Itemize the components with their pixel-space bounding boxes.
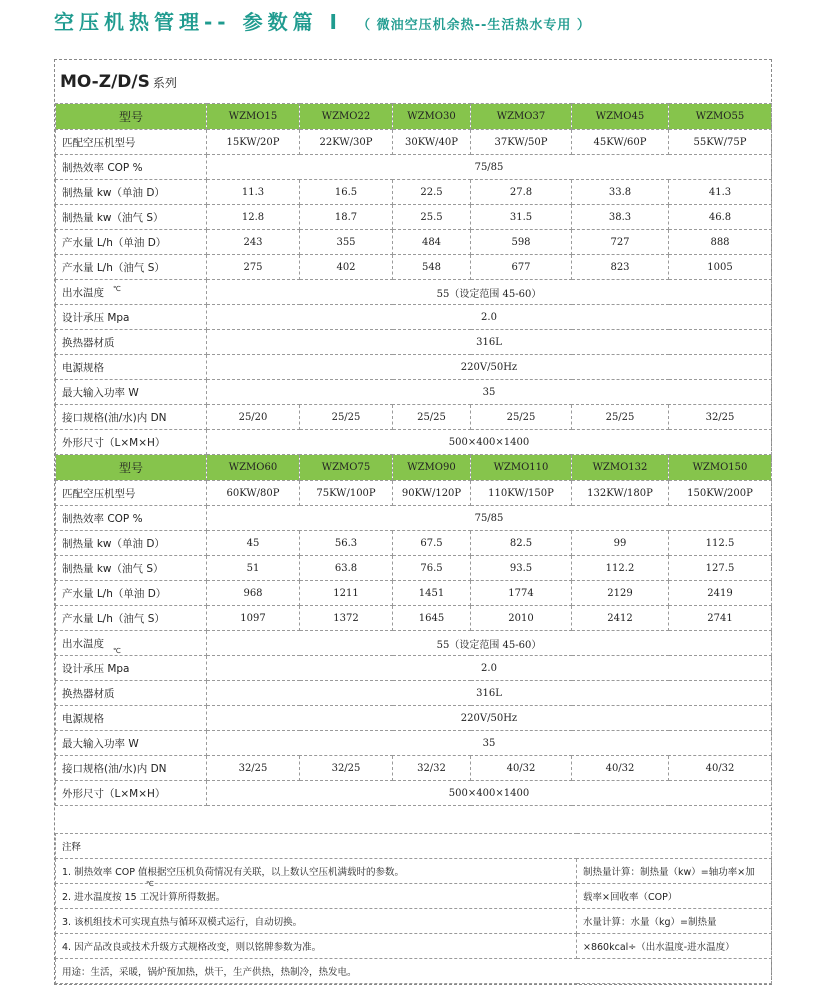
value-cell: 46.8 bbox=[669, 205, 772, 230]
usage-line: 用途：生活，采暖，锅炉预加热，烘干，生产供热，热制冷，热发电。 bbox=[56, 959, 772, 984]
row-label: 出水温度 bbox=[56, 280, 207, 305]
model-cell: WZMO15 bbox=[207, 104, 300, 130]
model-cell: WZMO150 bbox=[669, 455, 772, 481]
value-cell: 40/32 bbox=[669, 756, 772, 781]
value-cell: 132KW/180P bbox=[572, 481, 669, 506]
value-cell-merged: 55（设定范围 45-60） bbox=[207, 280, 772, 305]
formula-line-3: 水量计算：水量（kg）=制热量 bbox=[577, 909, 772, 934]
notes-heading: 注释 bbox=[56, 834, 772, 859]
value-cell-merged: 35 bbox=[207, 380, 772, 405]
value-cell: 22.5 bbox=[393, 180, 471, 205]
value-cell: 1372 bbox=[300, 606, 393, 631]
value-cell: 25/25 bbox=[300, 405, 393, 430]
model-header-row bbox=[56, 455, 772, 481]
spec-row bbox=[56, 731, 772, 756]
value-cell: 243 bbox=[207, 230, 300, 255]
celsius-mark: ℃ bbox=[113, 285, 121, 293]
spec-row bbox=[56, 405, 772, 430]
note-item-4: 4. 因产品改良或技术升级方式规格改变，则以铭牌参数为准。 bbox=[56, 934, 577, 959]
formula-line-2: 载率×回收率（COP） bbox=[577, 884, 772, 909]
page-title bbox=[54, 6, 591, 36]
value-cell: 402 bbox=[300, 255, 393, 280]
value-cell: 112.5 bbox=[669, 531, 772, 556]
value-cell-merged: 2.0 bbox=[207, 305, 772, 330]
value-cell: 31.5 bbox=[471, 205, 572, 230]
value-cell: 727 bbox=[572, 230, 669, 255]
notes-table bbox=[55, 833, 772, 984]
value-cell: 25/20 bbox=[207, 405, 300, 430]
value-cell: 30KW/40P bbox=[393, 130, 471, 155]
value-cell: 11.3 bbox=[207, 180, 300, 205]
row-label: 型号 bbox=[56, 455, 207, 481]
model-cell: WZMO132 bbox=[572, 455, 669, 481]
value-cell: 25.5 bbox=[393, 205, 471, 230]
value-cell-merged: 220V/50Hz bbox=[207, 355, 772, 380]
value-cell: 2129 bbox=[572, 581, 669, 606]
spec-row bbox=[56, 205, 772, 230]
value-cell-merged: 500×400×1400 bbox=[207, 430, 772, 455]
model-cell: WZMO55 bbox=[669, 104, 772, 130]
value-cell: 99 bbox=[572, 531, 669, 556]
value-cell: 2412 bbox=[572, 606, 669, 631]
value-cell: 150KW/200P bbox=[669, 481, 772, 506]
spec-row bbox=[56, 656, 772, 681]
value-cell-merged: 220V/50Hz bbox=[207, 706, 772, 731]
formula-line-4: ×860kcal÷（出水温度-进水温度） bbox=[577, 934, 772, 959]
value-cell: 40/32 bbox=[471, 756, 572, 781]
value-cell: 1097 bbox=[207, 606, 300, 631]
value-cell: 76.5 bbox=[393, 556, 471, 581]
spec-row bbox=[56, 330, 772, 355]
spec-row bbox=[56, 280, 772, 305]
value-cell: 37KW/50P bbox=[471, 130, 572, 155]
value-cell: 32/25 bbox=[300, 756, 393, 781]
row-label: 接口规格(油/水)内 DN bbox=[56, 756, 207, 781]
row-label: 产水量 L/h（油气 S） bbox=[56, 606, 207, 631]
spec-row bbox=[56, 681, 772, 706]
row-label: 产水量 L/h（单油 D） bbox=[56, 230, 207, 255]
value-cell: 18.7 bbox=[300, 205, 393, 230]
spec-row bbox=[56, 581, 772, 606]
row-label: 接口规格(油/水)内 DN bbox=[56, 405, 207, 430]
value-cell-merged: 316L bbox=[207, 681, 772, 706]
series-heading bbox=[60, 72, 177, 92]
spec-row bbox=[56, 481, 772, 506]
spec-row bbox=[56, 305, 772, 330]
value-cell: 1645 bbox=[393, 606, 471, 631]
value-cell: 823 bbox=[572, 255, 669, 280]
row-label: 型号 bbox=[56, 104, 207, 130]
row-label: 外形尺寸（L×M×H） bbox=[56, 781, 207, 806]
value-cell: 55KW/75P bbox=[669, 130, 772, 155]
value-cell: 67.5 bbox=[393, 531, 471, 556]
value-cell: 63.8 bbox=[300, 556, 393, 581]
row-label: 最大输入功率 W bbox=[56, 380, 207, 405]
spec-row bbox=[56, 155, 772, 180]
value-cell: 16.5 bbox=[300, 180, 393, 205]
spec-row bbox=[56, 380, 772, 405]
series-name: MO-Z/D/S bbox=[60, 72, 150, 92]
value-cell: 32/32 bbox=[393, 756, 471, 781]
value-cell: 484 bbox=[393, 230, 471, 255]
value-cell: 75KW/100P bbox=[300, 481, 393, 506]
row-label: 设计承压 Mpa bbox=[56, 305, 207, 330]
spec-row bbox=[56, 756, 772, 781]
row-label: 电源规格 bbox=[56, 706, 207, 731]
celsius-mark: ℃ bbox=[113, 647, 121, 655]
value-cell: 22KW/30P bbox=[300, 130, 393, 155]
spec-row bbox=[56, 355, 772, 380]
spec-row bbox=[56, 230, 772, 255]
value-cell: 598 bbox=[471, 230, 572, 255]
row-label: 制热量 kw（油气 S） bbox=[56, 205, 207, 230]
value-cell-merged: 2.0 bbox=[207, 656, 772, 681]
note-item-2: 2. 进水温度按 15 工况计算所得数据。 bbox=[56, 884, 577, 909]
row-label: 电源规格 bbox=[56, 355, 207, 380]
value-cell: 25/25 bbox=[572, 405, 669, 430]
value-cell-merged: 75/85 bbox=[207, 506, 772, 531]
title-main: 空压机热管理-- 参数篇 I bbox=[54, 10, 342, 34]
value-cell: 1211 bbox=[300, 581, 393, 606]
value-cell: 275 bbox=[207, 255, 300, 280]
value-cell-merged: 55（设定范围 45-60） bbox=[207, 631, 772, 656]
value-cell: 888 bbox=[669, 230, 772, 255]
spec-row bbox=[56, 430, 772, 455]
value-cell: 33.8 bbox=[572, 180, 669, 205]
spec-row bbox=[56, 255, 772, 280]
formula-line-1: 制热量计算：制热量（kw）=轴功率×加 bbox=[577, 859, 772, 884]
model-cell: WZMO90 bbox=[393, 455, 471, 481]
spec-row bbox=[56, 706, 772, 731]
spec-row bbox=[56, 130, 772, 155]
value-cell: 38.3 bbox=[572, 205, 669, 230]
value-cell: 25/25 bbox=[471, 405, 572, 430]
row-label: 最大输入功率 W bbox=[56, 731, 207, 756]
row-label: 出水温度 bbox=[56, 631, 207, 656]
value-cell: 548 bbox=[393, 255, 471, 280]
row-label: 制热量 kw（单油 D） bbox=[56, 180, 207, 205]
spec-row bbox=[56, 631, 772, 656]
row-label: 匹配空压机型号 bbox=[56, 481, 207, 506]
value-cell: 355 bbox=[300, 230, 393, 255]
value-cell: 968 bbox=[207, 581, 300, 606]
spec-row bbox=[56, 180, 772, 205]
value-cell: 60KW/80P bbox=[207, 481, 300, 506]
series-suffix: 系列 bbox=[152, 76, 177, 90]
value-cell: 12.8 bbox=[207, 205, 300, 230]
model-cell: WZMO22 bbox=[300, 104, 393, 130]
value-cell: 93.5 bbox=[471, 556, 572, 581]
model-cell: WZMO110 bbox=[471, 455, 572, 481]
value-cell: 41.3 bbox=[669, 180, 772, 205]
model-cell: WZMO45 bbox=[572, 104, 669, 130]
value-cell: 90KW/120P bbox=[393, 481, 471, 506]
celsius-mark: ℃ bbox=[146, 880, 154, 888]
note-item-1: 1. 制热效率 COP 值根据空压机负荷情况有关联，以上数认空压机满载时的参数。 bbox=[56, 859, 577, 884]
value-cell: 15KW/20P bbox=[207, 130, 300, 155]
row-label: 换热器材质 bbox=[56, 681, 207, 706]
value-cell: 112.2 bbox=[572, 556, 669, 581]
spec-row bbox=[56, 531, 772, 556]
spec-table bbox=[55, 103, 772, 806]
model-header-row bbox=[56, 104, 772, 130]
row-label: 外形尺寸（L×M×H） bbox=[56, 430, 207, 455]
value-cell: 40/32 bbox=[572, 756, 669, 781]
value-cell: 1005 bbox=[669, 255, 772, 280]
value-cell-merged: 75/85 bbox=[207, 155, 772, 180]
row-label: 制热量 kw（单油 D） bbox=[56, 531, 207, 556]
value-cell: 51 bbox=[207, 556, 300, 581]
value-cell: 1451 bbox=[393, 581, 471, 606]
row-label: 产水量 L/h（单油 D） bbox=[56, 581, 207, 606]
value-cell: 1774 bbox=[471, 581, 572, 606]
spec-row bbox=[56, 556, 772, 581]
note-item-3: 3. 该机组技术可实现直热与循环双模式运行，自动切换。 bbox=[56, 909, 577, 934]
value-cell: 27.8 bbox=[471, 180, 572, 205]
value-cell: 127.5 bbox=[669, 556, 772, 581]
value-cell-merged: 35 bbox=[207, 731, 772, 756]
row-label: 制热效率 COP % bbox=[56, 155, 207, 180]
value-cell: 2741 bbox=[669, 606, 772, 631]
row-label: 制热量 kw（油气 S） bbox=[56, 556, 207, 581]
value-cell: 82.5 bbox=[471, 531, 572, 556]
value-cell: 2419 bbox=[669, 581, 772, 606]
model-cell: WZMO75 bbox=[300, 455, 393, 481]
value-cell: 677 bbox=[471, 255, 572, 280]
value-cell-merged: 316L bbox=[207, 330, 772, 355]
row-label: 换热器材质 bbox=[56, 330, 207, 355]
value-cell: 56.3 bbox=[300, 531, 393, 556]
value-cell: 2010 bbox=[471, 606, 572, 631]
row-label: 设计承压 Mpa bbox=[56, 656, 207, 681]
value-cell: 110KW/150P bbox=[471, 481, 572, 506]
value-cell: 32/25 bbox=[207, 756, 300, 781]
value-cell: 45KW/60P bbox=[572, 130, 669, 155]
value-cell: 25/25 bbox=[393, 405, 471, 430]
spec-row bbox=[56, 606, 772, 631]
value-cell-merged: 500×400×1400 bbox=[207, 781, 772, 806]
model-cell: WZMO37 bbox=[471, 104, 572, 130]
model-cell: WZMO60 bbox=[207, 455, 300, 481]
row-label: 制热效率 COP % bbox=[56, 506, 207, 531]
spec-row bbox=[56, 781, 772, 806]
row-label: 匹配空压机型号 bbox=[56, 130, 207, 155]
title-subtitle: （ 微油空压机余热--生活热水专用 ） bbox=[357, 18, 591, 33]
value-cell: 45 bbox=[207, 531, 300, 556]
row-label: 产水量 L/h（油气 S） bbox=[56, 255, 207, 280]
spec-row bbox=[56, 506, 772, 531]
model-cell: WZMO30 bbox=[393, 104, 471, 130]
value-cell: 32/25 bbox=[669, 405, 772, 430]
